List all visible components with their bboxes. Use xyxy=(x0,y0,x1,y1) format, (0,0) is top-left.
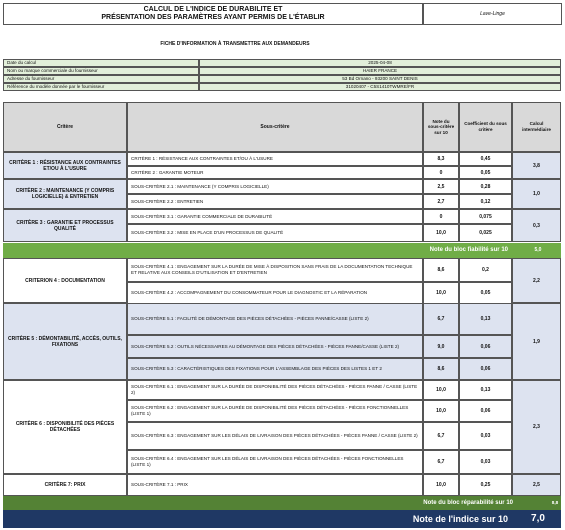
sous-critere-cell: SOUS-CRITÈRE 4.1 : ENGAGEMENT SUR LA DURÉE DE MISE À DISPOSITION SANS FRAIS DE LA DOCUMENTATION TECHNIQUE ET RELATIVE AUX CONSEILS D'UTILISATION ET D'ENTRETIEN xyxy=(127,258,423,282)
coefficient-cell: 0,12 xyxy=(459,194,512,209)
header-critere: Critère xyxy=(3,102,127,152)
sous-critere-cell: SOUS-CRITÈRE 5.3 : CARACTÉRISTIQUES DES FIXATIONS POUR L'ASSEMBLAGE DES PIÈCES DES LISTES 1 ET 2 xyxy=(127,358,423,380)
header-note: Note du sous-critère sur 10 xyxy=(423,102,459,152)
critere-cell: CRITERION 4 : DOCUMENTATION xyxy=(3,258,127,303)
sous-critere-cell: SOUS-CRITÈRE 3.1 : GARANTIE COMMERCIALE DE DURABILITÉ xyxy=(127,209,423,224)
reparabilite-label: Note du bloc réparabilité sur 10 xyxy=(423,500,513,506)
coefficient-cell: 0,2 xyxy=(459,258,512,282)
note-cell: 10,0 xyxy=(423,380,459,400)
info-label: Adresse du fournisseur xyxy=(3,75,199,83)
sous-critere-cell: SOUS-CRITÈRE 6.4 : ENGAGEMENT SUR LES DÉLAIS DE LIVRAISON DES PIÈCES DÉTACHÉES - PIÈCES FONCTIONNELLES (LISTE 1) xyxy=(127,450,423,474)
note-cell: 8,6 xyxy=(423,258,459,282)
coefficient-cell: 0,45 xyxy=(459,152,512,166)
header-coef: Coefficient du sous critère xyxy=(459,102,512,152)
info-label: Référence du modèle donnée par le fournisseur xyxy=(3,83,199,91)
coefficient-cell: 0,28 xyxy=(459,179,512,194)
note-cell: 0 xyxy=(423,209,459,224)
sous-critere-cell: SOUS-CRITÈRE 2.1 : MAINTENANCE (Y COMPRIS LOGICIELLE) xyxy=(127,179,423,194)
info-value: 31020407 - C5S1410TWMRE/FR xyxy=(199,83,561,91)
note-cell: 6,7 xyxy=(423,422,459,450)
note-cell: 6,7 xyxy=(423,303,459,335)
info-label: Nom ou marque commerciale du fournisseur xyxy=(3,67,199,75)
coefficient-cell: 0,06 xyxy=(459,335,512,358)
sous-critere-cell: CRITÈRE 1 : RÉSISTANCE AUX CONTRAINTES ET/OU À L'USURE xyxy=(127,152,423,166)
document-title xyxy=(3,3,423,25)
note-cell: 9,0 xyxy=(423,335,459,358)
critere-cell: CRITÈRE 2 : MAINTENANCE (Y COMPRIS LOGICIELLE) & ENTRETIEN xyxy=(3,179,127,209)
indice-value: 7,0 xyxy=(531,513,545,524)
sous-critere-cell: SOUS-CRITÈRE 6.3 : ENGAGEMENT SUR LES DÉLAIS DE LIVRAISON DES PIÈCES DÉTACHÉES - PIÈCES PANNE / CASSE (LISTE 2) xyxy=(127,422,423,450)
critere-cell: CRITÈRE 3 : GARANTIE ET PROCESSUS QUALITÉ xyxy=(3,209,127,242)
note-cell: 0 xyxy=(423,166,459,179)
sous-critere-cell: SOUS-CRITÈRE 2.2 : ENTRETIEN xyxy=(127,194,423,209)
note-cell: 8,3 xyxy=(423,152,459,166)
coefficient-cell: 0,06 xyxy=(459,400,512,422)
info-value: HAIER FRANCE xyxy=(199,67,561,75)
coefficient-cell: 0,075 xyxy=(459,209,512,224)
calcul-intermediaire-cell: 2,2 xyxy=(512,258,561,303)
note-cell: 10,0 xyxy=(423,282,459,304)
note-cell: 10,0 xyxy=(423,224,459,242)
note-cell: 2,7 xyxy=(423,194,459,209)
coefficient-cell: 0,03 xyxy=(459,422,512,450)
sous-critere-cell: SOUS-CRITÈRE 7.1 : PRIX xyxy=(127,474,423,496)
calcul-intermediaire-cell: 0,3 xyxy=(512,209,561,242)
fiabilite-label: Note du bloc fiabilité sur 10 xyxy=(429,247,508,253)
title-line-1: CALCUL DE L'INDICE DE DURABILITE ET xyxy=(143,6,283,13)
note-cell: 2,5 xyxy=(423,179,459,194)
sous-critere-cell: SOUS-CRITÈRE 4.2 : ACCOMPAGNEMENT DU CONSOMMATEUR POUR LE DIAGNOSTIC ET LA RÉPARATION xyxy=(127,282,423,304)
sous-critere-cell: SOUS-CRITÈRE 6.1 : ENGAGEMENT SUR LA DURÉE DE DISPONIBILITÉ DES PIÈCES DÉTACHÉES - PIÈCES PANNE / CASSE (LISTE 2) xyxy=(127,380,423,400)
reparabilite-bar xyxy=(3,496,561,510)
coefficient-cell: 0,06 xyxy=(459,358,512,380)
calcul-intermediaire-cell: 2,5 xyxy=(512,474,561,496)
calcul-intermediaire-cell: 2,3 xyxy=(512,380,561,474)
sous-critere-cell: SOUS-CRITÈRE 3.2 : MISE EN PLACE D'UN PROCESSUS DE QUALITÉ xyxy=(127,224,423,242)
header-calcul: Calcul intermédiaire xyxy=(512,102,561,152)
info-value: 53 Bd Ornano - 93200 SAINT DENIS xyxy=(199,75,561,83)
critere-cell: CRITÈRE 7: PRIX xyxy=(3,474,127,496)
note-cell: 6,7 xyxy=(423,450,459,474)
info-value: 2025-04-08 xyxy=(199,59,561,67)
fiabilite-value: 5,0 xyxy=(534,247,542,253)
sous-critere-cell: SOUS-CRITÈRE 6.2 : ENGAGEMENT SUR LA DURÉE DE DISPONIBILITÉ DES PIÈCES DÉTACHÉES - PIÈCES FONCTIONNELLES (LISTE 1) xyxy=(127,400,423,422)
header-sous-critere: Sous-critère xyxy=(127,102,423,152)
note-cell: 10,0 xyxy=(423,474,459,496)
coefficient-cell: 0,13 xyxy=(459,303,512,335)
coefficient-cell: 0,03 xyxy=(459,450,512,474)
title-line-2: PRÉSENTATION DES PARAMÈTRES AYANT PERMIS DE L'ÉTABLIR xyxy=(101,14,325,21)
calcul-intermediaire-cell: 1,9 xyxy=(512,303,561,380)
subtitle: FICHE D'INFORMATION À TRANSMETTRE AUX DEMANDEURS xyxy=(160,41,310,47)
indice-bar xyxy=(3,510,561,528)
coefficient-cell: 0,25 xyxy=(459,474,512,496)
critere-cell: CRITÈRE 6 : DISPONIBILITÉ DES PIÈCES DÉTACHÉES xyxy=(3,380,127,474)
fiabilite-bar xyxy=(3,243,561,258)
critere-cell: CRITÈRE 5 : DÉMONTABILITÉ, ACCÈS, OUTILS, FIXATIONS xyxy=(3,303,127,380)
calcul-intermediaire-cell: 3,8 xyxy=(512,152,561,179)
sous-critere-cell: SOUS-CRITÈRE 5.2 : OUTILS NÉCESSAIRES AU DÉMONTAGE DES PIÈCES DÉTACHÉES - PIÈCES PANNE/CASSE (LISTE 2) xyxy=(127,335,423,358)
coefficient-cell: 0,025 xyxy=(459,224,512,242)
critere-cell: CRITÈRE 1 : RÉSISTANCE AUX CONTRAINTES ET/OU À L'USURE xyxy=(3,152,127,179)
note-cell: 10,0 xyxy=(423,400,459,422)
coefficient-cell: 0,13 xyxy=(459,380,512,400)
sous-critere-cell: CRITÈRE 2 : GARANTIE MOTEUR xyxy=(127,166,423,179)
info-label: Date du calcul xyxy=(3,59,199,67)
coefficient-cell: 0,05 xyxy=(459,166,512,179)
coefficient-cell: 0,05 xyxy=(459,282,512,304)
indice-label: Note de l'indice sur 10 xyxy=(412,514,508,524)
product-type: Lave-Linge xyxy=(423,3,562,25)
calcul-intermediaire-cell: 1,0 xyxy=(512,179,561,209)
reparabilite-value: 8,8 xyxy=(551,500,559,505)
sous-critere-cell: SOUS-CRITÈRE 5.1 : FACILITÉ DE DÉMONTAGE DES PIÈCES DÉTACHÉES - PIÈCES PANNE/CASSE (LISTE 2) xyxy=(127,303,423,335)
note-cell: 8,6 xyxy=(423,358,459,380)
